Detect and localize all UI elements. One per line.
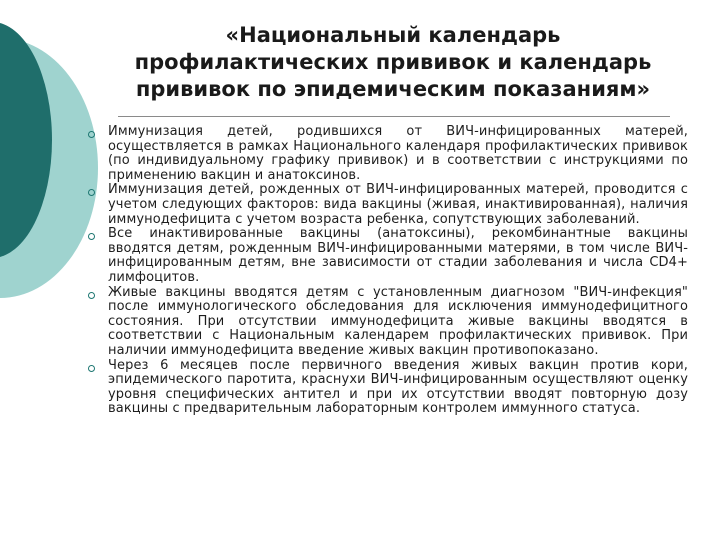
bullet-item (88, 125, 688, 183)
decor-circle-light (0, 38, 98, 298)
bullet-circle-icon (88, 233, 95, 240)
bullet-circle-icon (88, 131, 95, 138)
bullet-item (88, 227, 688, 285)
bullet-text: Через 6 месяцев после первичного введения живых вакцин против кори, эпидемического паротита, краснухи ВИЧ-инфицированным осуществляют оценку уровня специфических антител и при их отсутствии вводят повторную дозу вакцины с предварительным лабораторным контролем иммунного статуса. (108, 357, 688, 417)
decor-circle-dark (0, 22, 52, 258)
bullet-item (88, 183, 688, 227)
bullet-circle-icon (88, 292, 95, 299)
bullet-list (88, 125, 688, 417)
bullet-circle-icon (88, 365, 95, 372)
bullet-text: Иммунизация детей, родившихся от ВИЧ-инфицированных матерей, осуществляется в рамках Национального календаря профилактических прививок (по индивидуальному графику прививок) и в соответствии с инструкциями по применению вакцин и анатоксинов. (108, 124, 688, 183)
title-divider (118, 116, 670, 117)
bullet-item (88, 286, 688, 359)
bullet-text: Живые вакцины вводятся детям с установленным диагнозом "ВИЧ-инфекция" после иммунологического обследования для исключения иммунодефицитного состояния. При отсутствии иммунодефицита живые вакцины вводятся в соответствии с Национальным календарем профилактических прививок. При наличии иммунодефицита введение живых вакцин противопоказано. (108, 284, 688, 358)
slide-title: «Национальный календарь профилактических прививок и календарь прививок по эпидемическим показаниям» (134, 23, 652, 101)
bullet-item (88, 359, 688, 417)
bullet-circle-icon (88, 189, 95, 196)
bullet-text: Все инактивированные вакцины (анатоксины), рекомбинантные вакцины вводятся детям, рожденным ВИЧ-инфицированными матерями, в том числе ВИЧ-инфицированным детям, вне зависимости от стадии заболевания и числа CD4+ лимфоцитов. (108, 226, 688, 285)
bullet-text: Иммунизация детей, рожденных от ВИЧ-инфицированных матерей, проводится с учетом следующих факторов: вида вакцины (живая, инактивированная), наличия иммунодефицита с учетом возраста ребенка, сопутствующих заболеваний. (108, 182, 688, 227)
